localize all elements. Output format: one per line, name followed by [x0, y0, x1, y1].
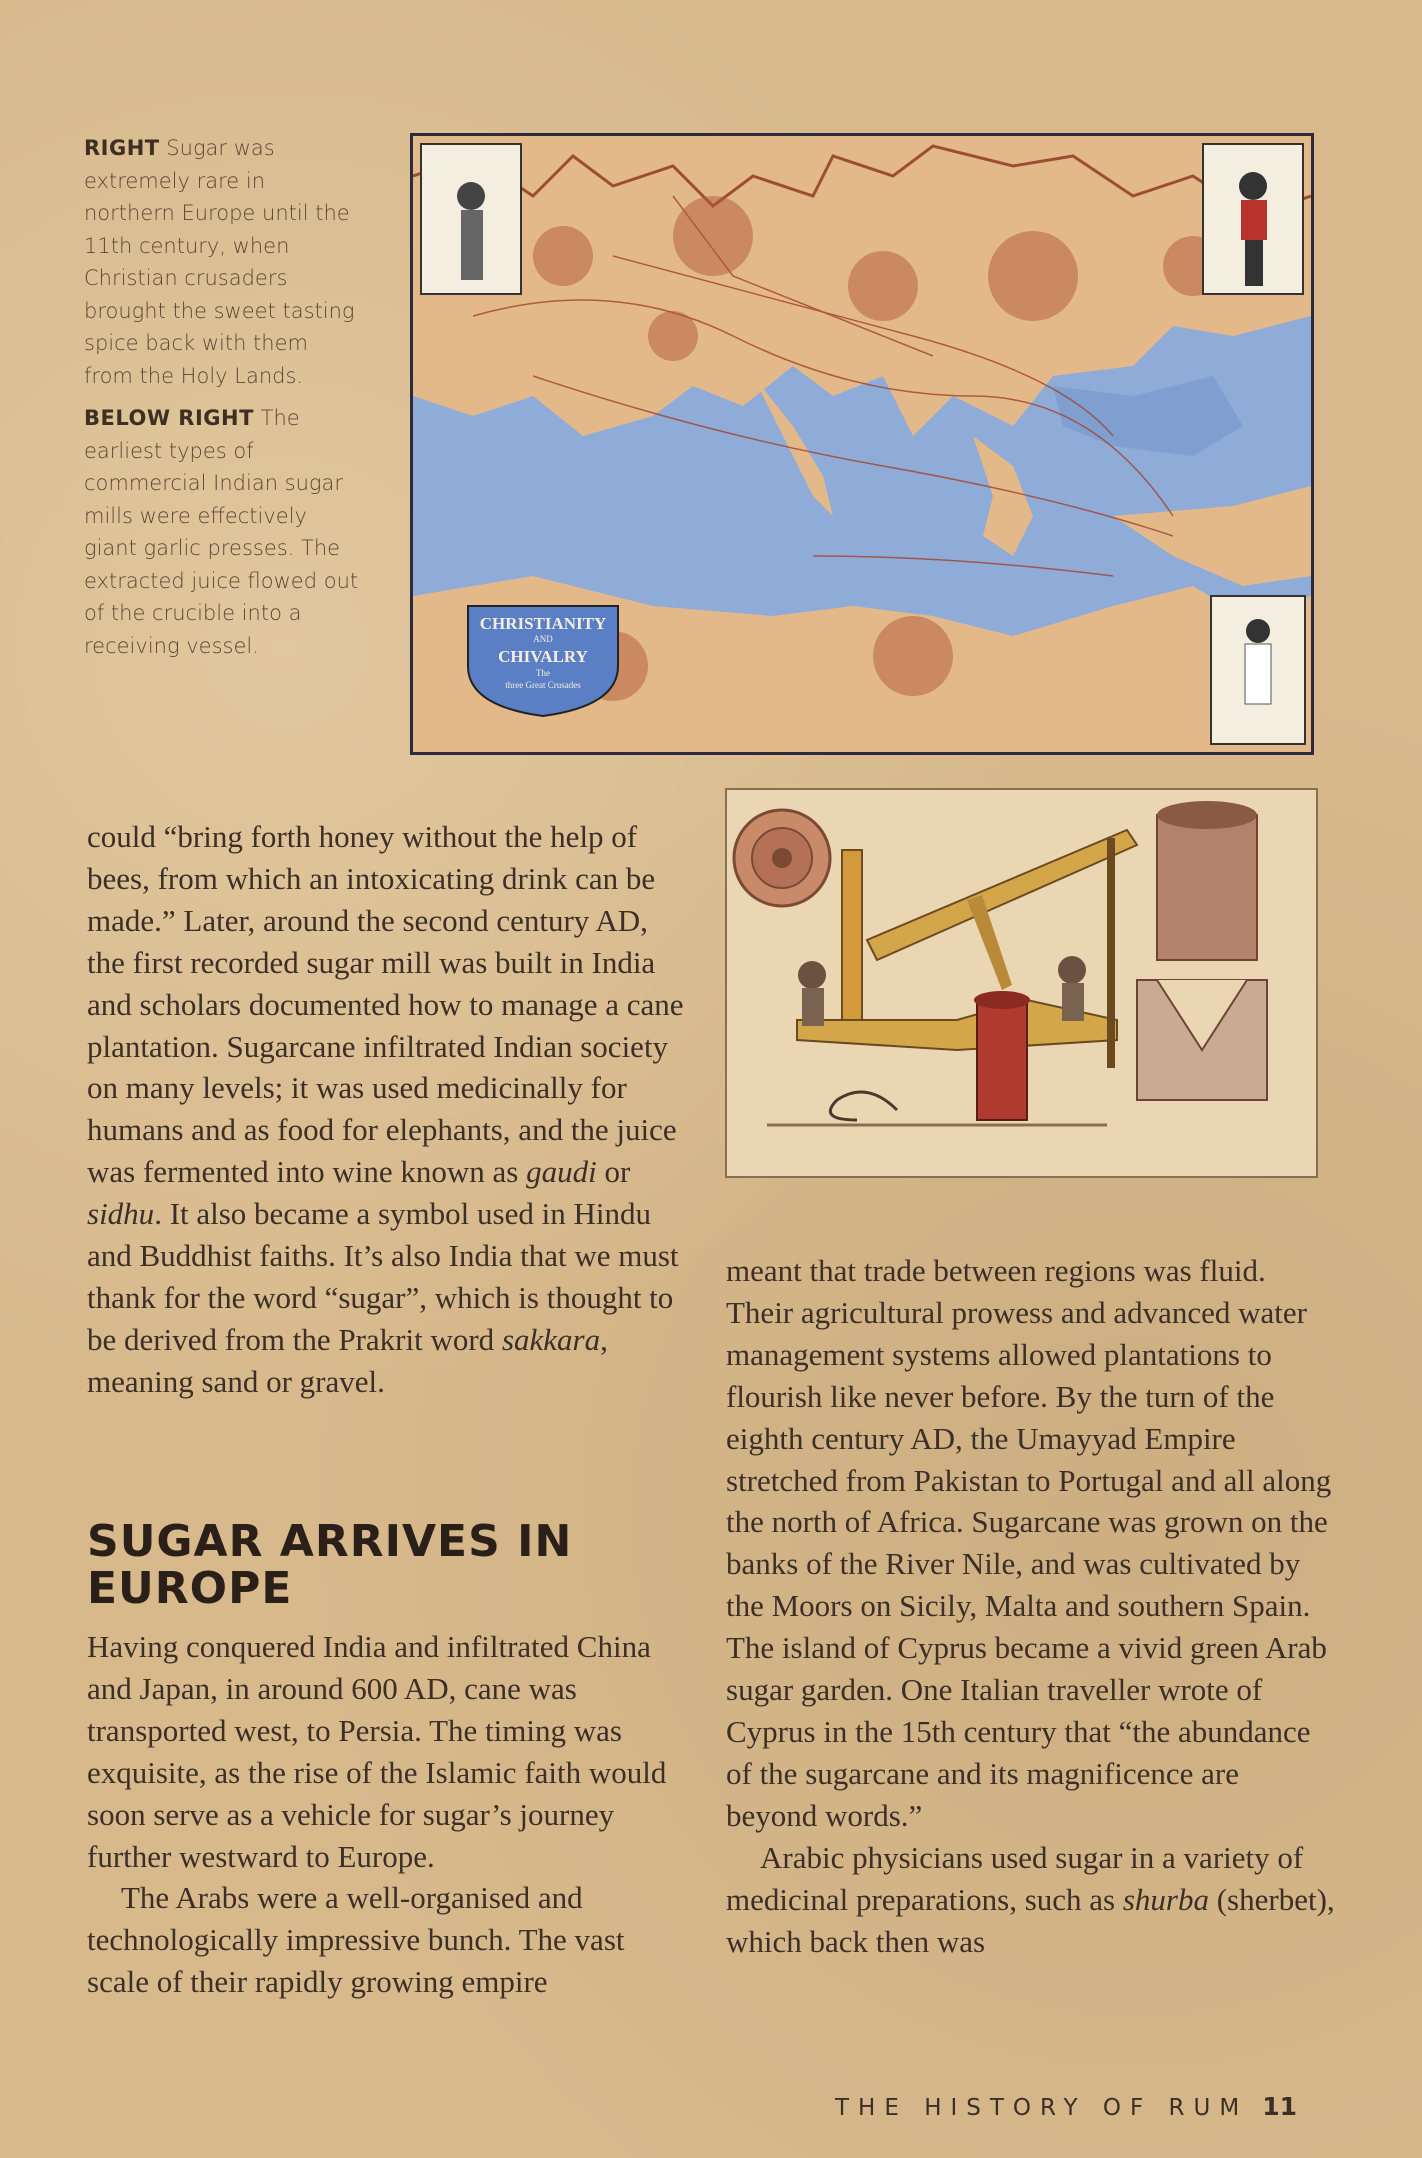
paragraph-arabs: The Arabs were a well-organised and technologically impressive bunch. The vast scale of their rapidly growing empire — [87, 1880, 625, 2000]
captions — [84, 132, 362, 672]
para-text: . It also became a symbol used in Hindu and Buddhist faiths. It’s also India that we must thank for the word “sugar”, which is thought to be derived from the Prakrit word — [87, 1196, 679, 1357]
map-shield-line4: The — [536, 668, 550, 678]
caption-below-right-text: The earliest types of commercial Indian sugar mills were effectively giant garlic presses. The extracted juice flowed out of the crucible into a receiving vessel. — [84, 406, 359, 658]
term-shurba: shurba — [1122, 1881, 1209, 1917]
crusades-map-art — [413, 136, 1311, 752]
paragraph-physicians — [726, 1837, 1336, 1963]
term-sakkara: sakkara — [501, 1321, 601, 1357]
crusades-map-image — [410, 133, 1314, 755]
term-sidhu: sidhu — [87, 1196, 155, 1232]
paragraph-honey — [87, 816, 687, 1403]
paragraph-trade: meant that trade between regions was fluid. Their agricultural prowess and advanced water management systems allowed plantations to flourish like never before. By the turn of the eighth century AD, the Umayyad Empire stretched from Pakistan to Portugal and all along the north of Africa. Sugarcane was grown on the banks of the River Nile, and was cultivated by the Moors on Sicily, Malta and southern Spain. The island of Cyprus became a vivid green Arab sugar garden. One Italian traveller wrote of Cyprus in the 15th century that “the abundance of the sugarcane and its magnificence are beyond words.” — [726, 1253, 1332, 1833]
page-footer — [835, 2092, 1325, 2121]
caption-below-right-label: BELOW RIGHT — [84, 406, 254, 430]
sugar-mill-art — [727, 790, 1316, 1176]
map-shield-line3: CHIVALRY — [498, 647, 588, 666]
para-text: could “bring forth honey without the help of bees, from which an intoxicating drink can be made.” Later, around the second century AD, the first recorded sugar mill was built in India and scholars documented how to manage a cane plantation. Sugarcane infiltrated Indian society on many levels; it was used medicinally for humans and as food for elephants, and the juice was fermented into wine known as — [87, 819, 684, 1190]
body-column1-bottom — [87, 1626, 687, 2003]
sugar-mill-image — [725, 788, 1318, 1178]
footer-title: THE HISTORY OF RUM — [835, 2095, 1249, 2121]
caption-right — [84, 132, 362, 392]
section-heading: SUGAR ARRIVES IN EUROPE — [87, 1516, 573, 1614]
para-text: , meaning sand or gravel. — [87, 1321, 608, 1399]
para-text: Arabic physicians used sugar in a variety of medicinal preparations, such as — [726, 1839, 1304, 1917]
caption-below-right — [84, 402, 362, 662]
caption-right-label: RIGHT — [84, 136, 160, 160]
para-text: (sherbet), which back then was — [726, 1881, 1335, 1959]
caption-right-text: Sugar was extremely rare in northern Europe until the 11th century, when Christian crusaders brought the sweet tasting spice back with them from the Holy Lands. — [84, 136, 355, 388]
body-column1-top — [87, 816, 687, 1403]
map-shield-line5: three Great Crusades — [505, 680, 581, 690]
map-shield-line1: CHRISTIANITY — [479, 614, 607, 633]
body-column2 — [726, 1250, 1336, 1962]
para-text: or — [596, 1154, 631, 1190]
map-shield-line2: AND — [533, 634, 553, 644]
term-gaudi: gaudi — [526, 1154, 597, 1190]
paragraph-persia: Having conquered India and infiltrated China and Japan, in around 600 AD, cane was transported west, to Persia. The timing was exquisite, as the rise of the Islamic faith would soon serve as a vehicle for sugar’s journey further westward to Europe. — [87, 1629, 667, 1874]
page-number: 11 — [1262, 2092, 1297, 2121]
